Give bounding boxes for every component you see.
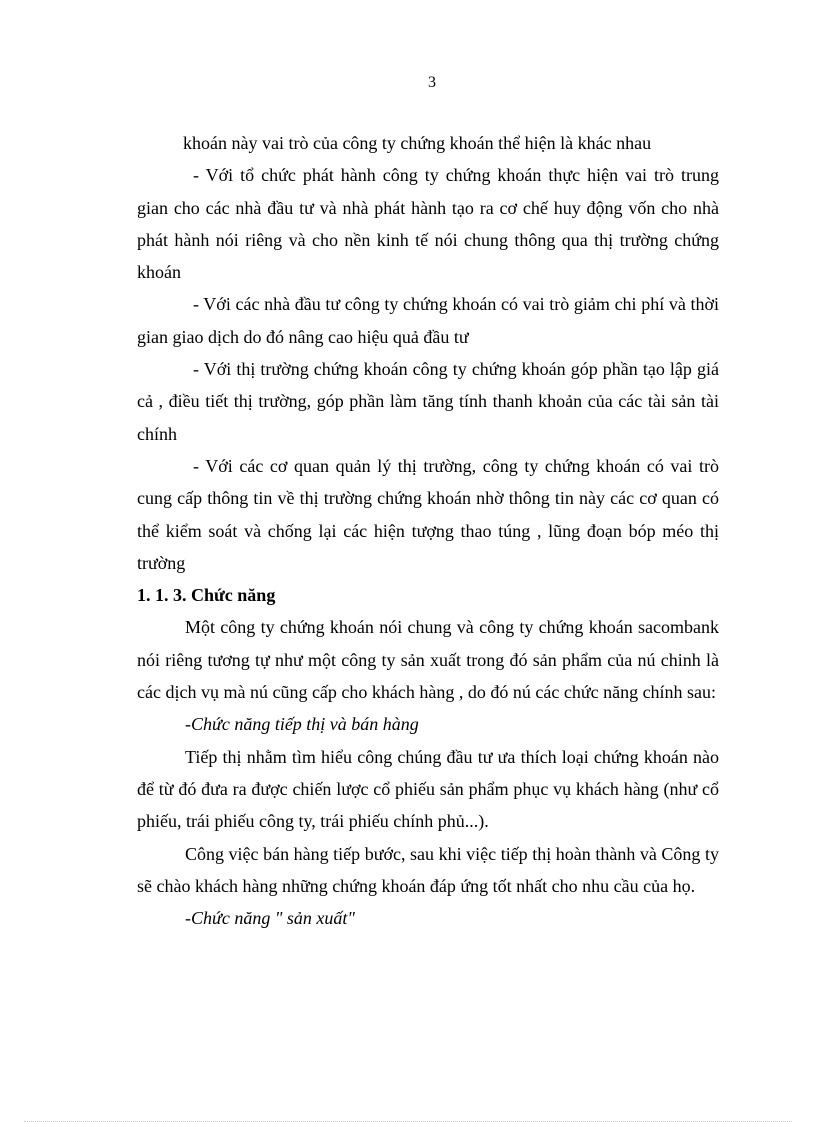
paragraph-regulator-role: - Với các cơ quan quản lý thị trường, công ty chứng khoán có vai trò cung cấp thông tin về thị trường chứng khoán nhờ thông tin này các cơ quan có thể kiểm soát và chống lại các hiện tượng thao túng , lũng đoạn bóp méo thị trường [137,455,719,573]
paragraph-sales: Công việc bán hàng tiếp bước, sau khi việc tiếp thị hoàn thành và Công ty sẽ chào khách hàng những chứng khoán đáp ứng tốt nhất cho nhu cầu của họ. [137,843,719,896]
subheading-text: Chức năng tiếp thị và bán hàng [191,714,419,735]
subheading-dash: - [185,908,191,929]
subheading-text: Chức năng " sản xuất" [191,908,355,929]
paragraph-functions-intro: Một công ty chứng khoán nói chung và công ty chứng khoán sacombank nói riêng tương tự như một công ty sản xuất trong đó sản phẩm của nú chinh là các dịch vụ mà nú cũng cấp cho khách hàng , do đó nú các chức năng chính sau: [137,617,719,703]
page-number: 3 [428,74,436,91]
document-body [137,127,719,934]
subheading-marketing-sales [137,708,719,740]
paragraph-issuer-role: - Với tổ chức phát hành công ty chứng khoán thực hiện vai trò trung gian cho các nhà đầu tư và nhà phát hành tạo ra cơ chế huy động vốn cho nhà phát hành nói riêng và cho nền kinh tế nói chung thông qua thị trường chứng khoán [137,165,719,283]
subheading-production [137,902,719,934]
section-heading: 1. 1. 3. Chức năng [137,585,276,606]
subheading-dash: - [185,714,191,735]
paragraph-continuation: khoán này vai trò của công ty chứng khoán thể hiện là khác nhau [183,133,652,153]
paragraph-investor-role: - Với các nhà đầu tư công ty chứng khoán có vai trò giảm chi phí và thời gian giao dịch do đó nâng cao hiệu quả đầu tư [137,294,719,347]
page-bottom-divider [24,1121,792,1122]
paragraph-market-role: - Với thị trường chứng khoán công ty chứng khoán góp phần tạo lập giá cả , điều tiết thị trường, góp phần làm tăng tính thanh khoản của các tài sản tài chính [137,359,719,444]
paragraph-marketing: Tiếp thị nhằm tìm hiểu công chúng đầu tư ưa thích loại chứng khoán nào để từ đó đưa ra được chiến lược cổ phiếu sản phẩm phục vụ khách hàng (như cổ phiếu, trái phiếu công ty, trái phiếu chính phủ...). [137,746,719,832]
